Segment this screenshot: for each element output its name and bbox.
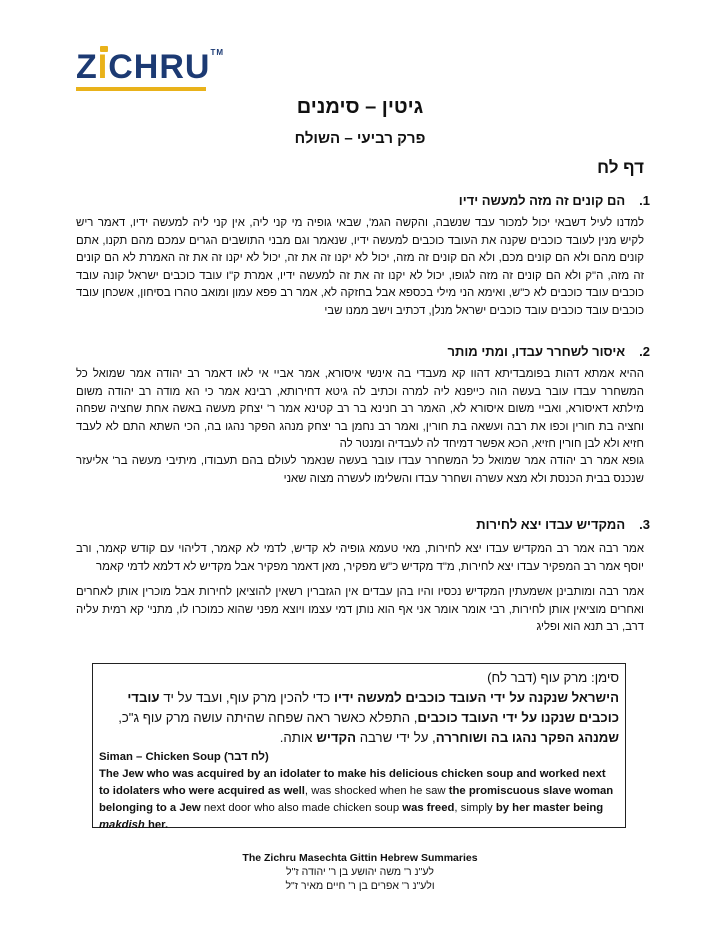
siman-he-bold-2: עובדי כוכבים xyxy=(127,690,619,725)
section-3-paragraph-2: אמר רבה ומותבינן אשמעתין המקדיש נכסיו והיו בהן עבדים אין הגזברין רשאין להוציאן לחירות אבל מוכרין אותן לאחרים ואחרים מוציאין אותן לחירות, רבי אומר אומר אני אף הוא נותן דמי עצמו ויוצא מפני שהוא כמוכרו לו, מתני' קא רמית עליה דרב, רב תנא הוא ופליג xyxy=(76,586,644,633)
siman-en-bold-4: by her master being xyxy=(495,802,604,814)
logo-letter-z: Z xyxy=(76,48,98,86)
section-2-paragraph-1: ההיא אמתא דהות בפומבדיתא דהוו קא מעבדי בה אינשי איסורא, אמר אביי אי לאו דאמר רב יהודה אמר שמואל כל המשחרר עבדו עובר בעשה הוה כייפנא ליה למרה וכתיב לה גיטא דחירותא, רבינא אמר כי הא מודה רב יהודה משום מילתא דאיסורא, ואביי משום איסורא לא, האמר רב חנינא בר רב קטינא אמר ר' יצחק מעשה באשה אחת שחציה שפחה וחציה בת חורין וכפו את רבה ועשאה בת חורין, ואמר רב נחמן בר יצחק מנהג הפקר נהגו בה, הכי השתא התם לא לעבד חזיא ולא לבן חורין חזיא, הכא אפשר דמיחד לה לעבדיה ומנטר לה xyxy=(76,368,644,450)
logo-wordmark xyxy=(76,48,224,87)
page-subtitle: פרק רביעי – השולח xyxy=(294,130,426,147)
page-title: גיטין – סימנים xyxy=(296,96,424,118)
siman-english xyxy=(99,749,619,834)
section-title: הם קונים זה מזה למעשה ידיו xyxy=(458,193,626,208)
section-1-paragraph-1: למדנו לעיל דשבאי יכול למכור עבד שנשבה, והקשה הגמ', שבאי גופיה מי קני ליה, אין קני ליה למעשה ידיו, דאמר ריש לקיש מנין לעובד כוכבים שקנה את העובד כוכבים למעשה ידיו, שנאמר וגם מבני התושבים הגרים עמכם מהם תקנו, אתם קונים מהם ולא הם קונים מכם, ולא הם קונים זה מזה, יכול לא יקנו זה את זה, יכול לא יקנו זה את זה האמרת לא הם קונים זה מזה, ה"ק ולא הם קונים זה מזה לגופו, יכול לא יקנו זה את זה למעשה ידיו, אמרת ק"ו עובד כוכבים ישראל קונה עובד כוכבים עובד כוכבים לא כ"ש, ואימא הני מילי בכספא אבל בחזקה לא, אמר רב פפא עמון ומואב טהרו בסיחון, אשכחן עובד כוכבים עובד כוכבים עובד כוכבים ישראל מנלן, דכתיב וישב ממנו שבי xyxy=(76,217,644,317)
siman-he-text-2: , התפלא כאשר ראה שפחה שהיתה עושה מרק עוף xyxy=(142,710,418,725)
section-3-paragraph-1: אמר רבה אמר רב המקדיש עבדו יצא לחירות, מאי טעמא גופיה לא קדיש, לדמי לא קאמר, דליהוי עם קודש קאמר, ורב יוסף אמר רב המפקיר עבדו יצא לחירות, מ"ד מקדיש כ"ש מפקיר, מאן דאמר מפקיר אבל מקדיש לא דלמא לדמי קאמר xyxy=(76,543,644,573)
siman-he-text-5: אותה. xyxy=(279,730,313,745)
siman-he-text-3: ג"כ, xyxy=(118,710,140,725)
section-title: איסור לשחרר עבדו, ומתי מותר xyxy=(447,344,626,359)
siman-en-bold-1: The Jew who was acquired by an idolater to make his delicious chicken soup and worked next to idolaters who were acquired as well xyxy=(99,768,606,797)
section-number: 1. xyxy=(639,193,650,208)
section-3-heading xyxy=(476,517,650,532)
siman-he-bold-5: הקדיש xyxy=(316,730,357,745)
siman-en-bold-2: the promiscuous slave woman belonging to a Jew xyxy=(99,785,614,814)
logo-letters-chru: CHRU xyxy=(108,48,211,86)
siman-en-italic-1: makdish xyxy=(99,819,145,831)
siman-en-title-hebrew: (לח דבר) xyxy=(223,751,269,763)
section-2-heading xyxy=(448,344,650,359)
siman-en-title: Siman – Chicken Soup xyxy=(99,751,221,763)
section-title: המקדיש עבדו יצא לחירות xyxy=(476,517,626,532)
section-number: 2. xyxy=(639,344,650,359)
section-1-heading xyxy=(459,193,650,208)
siman-he-text-4: , על ידי שרבה xyxy=(359,730,436,745)
siman-label: סימן: מרק עוף (דבר לח) xyxy=(487,670,619,685)
logo-trademark: TM xyxy=(210,48,225,57)
siman-he-bold-3: שנקנו על ידי העובד כוכבים xyxy=(417,710,576,725)
siman-he-bold-4: שמנהג הפקר נהגו בה ושוחררה xyxy=(435,730,619,745)
siman-he-text-1: כדי להכין מרק עוף, ועבד על יד xyxy=(163,690,331,705)
logo-underline xyxy=(76,87,206,91)
siman-hebrew xyxy=(99,668,619,748)
siman-en-text-3: , simply xyxy=(454,802,496,814)
siman-en-bold-5: her. xyxy=(144,819,169,831)
section-number: 3. xyxy=(639,517,650,532)
siman-box xyxy=(92,663,626,831)
siman-en-text-1: , was shocked when he saw xyxy=(304,785,449,797)
daf-heading: דף לח xyxy=(597,158,644,177)
footer-dedication-1: לע"נ ר' משה יהושע בן ר' יהודה ז"ל xyxy=(286,866,434,878)
footer-title: The Zichru Masechta Gittin Hebrew Summaries xyxy=(242,852,478,864)
section-2-paragraph-2: גופא אמר רב יהודה אמר שמואל כל המשחרר עבדו עובר בעשה שנאמר לעולם בהם תעבודו, מיתיבי מעשה בר' אליעזר שנכנס בבית הכנסת ולא מצא עשרה ושחרר עבדו והשלימו לעשרה מצוה שאני xyxy=(76,455,644,485)
siman-en-text-2: next door who also made chicken soup xyxy=(200,802,403,814)
siman-he-bold-1: הישראל שנקנה על ידי העובד כוכבים למעשה ידיו xyxy=(333,690,619,705)
zichru-logo xyxy=(76,44,225,94)
logo-letter-i: I xyxy=(97,48,109,86)
footer-dedication-2: ולע"נ ר' אפרים בן ר' חיים מאיר ז"ל xyxy=(285,880,435,892)
siman-en-bold-3: was freed xyxy=(402,802,455,814)
